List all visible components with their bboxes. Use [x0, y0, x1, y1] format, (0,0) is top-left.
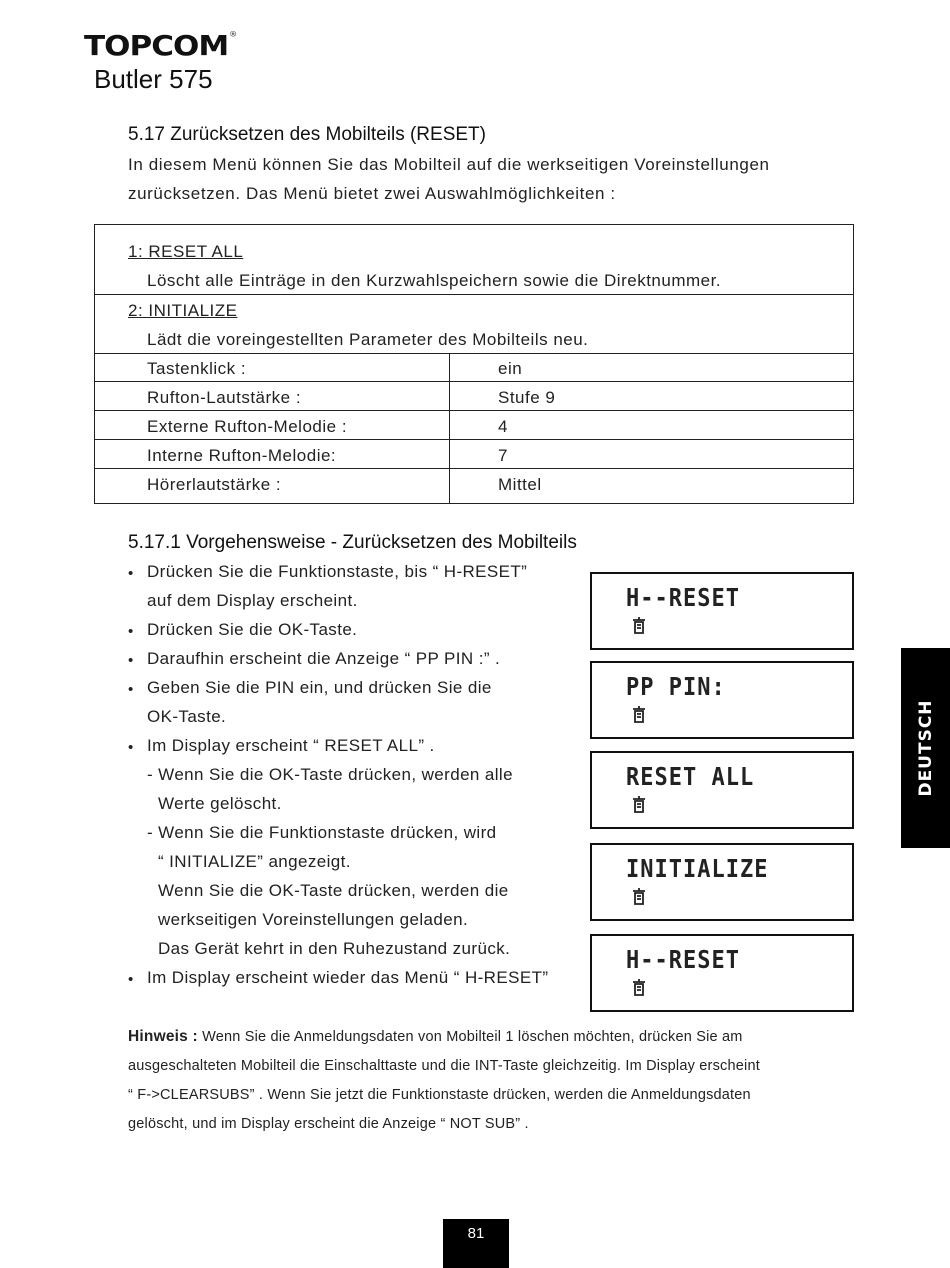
param-name: Rufton-Lautstärke :: [147, 388, 302, 407]
bullet: •: [128, 565, 134, 582]
intro-line-2: zurücksetzen. Das Menü bietet zwei Auswahlmöglichkeiten :: [128, 184, 616, 203]
step-line: Daraufhin erscheint die Anzeige “ PP PIN :” .: [147, 649, 501, 668]
table-divider: [95, 410, 853, 411]
lcd-text: H--RESET: [626, 946, 740, 975]
step-line: - Wenn Sie die OK-Taste drücken, werden alle: [147, 765, 513, 784]
table-divider: [95, 353, 853, 354]
param-name: Hörerlautstärke :: [147, 475, 282, 494]
section-title: 5.17 Zurücksetzen des Mobilteils (RESET): [128, 124, 486, 145]
step-line: Drücken Sie die Funktionstaste, bis “ H-RESET”: [147, 562, 528, 581]
param-name: Interne Rufton-Melodie:: [147, 446, 337, 465]
param-value: Stufe 9: [498, 388, 556, 407]
brand-name: TOPCOM: [84, 30, 229, 63]
option-2-description: Lädt die voreingestellten Parameter des Mobilteils neu.: [147, 330, 589, 349]
language-tab: [901, 648, 950, 848]
step-line: “ INITIALIZE” angezeigt.: [158, 852, 351, 871]
procedure-title: 5.17.1 Vorgehensweise - Zurücksetzen des Mobilteils: [128, 532, 577, 553]
note-line-2: ausgeschalteten Mobilteil die Einschalttaste und die INT-Taste gleichzeitig. Im Display erscheint: [128, 1058, 760, 1074]
lcd-display: [590, 843, 854, 921]
option-1-description: Löscht alle Einträge in den Kurzwahlspeichern sowie die Direktnummer.: [147, 271, 722, 290]
table-divider: [95, 381, 853, 382]
option-1-title: 1: RESET ALL: [128, 242, 244, 261]
option-2-title: 2: INITIALIZE: [128, 301, 238, 320]
bullet: •: [128, 971, 134, 988]
handset-key-icon: [630, 978, 648, 998]
step-line: auf dem Display erscheint.: [147, 591, 358, 610]
param-value: ein: [498, 359, 523, 378]
table-column-divider: [449, 353, 450, 503]
lcd-text: INITIALIZE: [626, 855, 769, 884]
language-tab-label: DEUTSCH: [915, 699, 936, 797]
lcd-display: [590, 751, 854, 829]
param-value: Mittel: [498, 475, 542, 494]
table-divider: [95, 294, 853, 295]
param-name: Externe Rufton-Melodie :: [147, 417, 348, 436]
registered-mark: ®: [229, 30, 237, 39]
param-name: Tastenklick :: [147, 359, 247, 378]
note-label: Hinweis :: [128, 1028, 198, 1045]
lcd-text: RESET ALL: [626, 763, 755, 792]
step-line: Werte gelöscht.: [158, 794, 282, 813]
note-line-1: [128, 1028, 743, 1046]
table-divider: [95, 468, 853, 469]
model-name: Butler 575: [94, 64, 213, 94]
reset-options-table: [94, 224, 854, 504]
page-number: 81: [467, 1225, 485, 1242]
step-line: - Wenn Sie die Funktionstaste drücken, wird: [147, 823, 497, 842]
param-value: 7: [498, 446, 508, 465]
step-line: Im Display erscheint “ RESET ALL” .: [147, 736, 435, 755]
param-value: 4: [498, 417, 508, 436]
step-line: Wenn Sie die OK-Taste drücken, werden die: [158, 881, 509, 900]
step-line: OK-Taste.: [147, 707, 227, 726]
lcd-display: [590, 572, 854, 650]
handset-key-icon: [630, 705, 648, 725]
note-line-4: gelöscht, und im Display erscheint die Anzeige “ NOT SUB” .: [128, 1116, 529, 1132]
intro-line-1: In diesem Menü können Sie das Mobilteil auf die werkseitigen Voreinstellungen: [128, 155, 770, 174]
note-text: Wenn Sie die Anmeldungsdaten von Mobilteil 1 löschen möchten, drücken Sie am: [202, 1029, 743, 1045]
step-line: Geben Sie die PIN ein, und drücken Sie die: [147, 678, 492, 697]
note-line-3: “ F->CLEARSUBS” . Wenn Sie jetzt die Funktionstaste drücken, werden die Anmeldungsdaten: [128, 1087, 751, 1103]
step-line: werkseitigen Voreinstellungen geladen.: [158, 910, 469, 929]
step-line: Drücken Sie die OK-Taste.: [147, 620, 358, 639]
lcd-text: H--RESET: [626, 584, 740, 613]
bullet: •: [128, 739, 134, 756]
lcd-text: PP PIN:: [626, 673, 726, 702]
step-line: Im Display erscheint wieder das Menü “ H-RESET”: [147, 968, 549, 987]
lcd-display: [590, 934, 854, 1012]
page-number-box: [443, 1219, 509, 1268]
table-divider: [95, 439, 853, 440]
handset-key-icon: [630, 616, 648, 636]
brand-logo: [84, 30, 236, 62]
handset-key-icon: [630, 887, 648, 907]
step-line: Das Gerät kehrt in den Ruhezustand zurück.: [158, 939, 511, 958]
bullet: •: [128, 623, 134, 640]
bullet: •: [128, 652, 134, 669]
lcd-display: [590, 661, 854, 739]
bullet: •: [128, 681, 134, 698]
handset-key-icon: [630, 795, 648, 815]
